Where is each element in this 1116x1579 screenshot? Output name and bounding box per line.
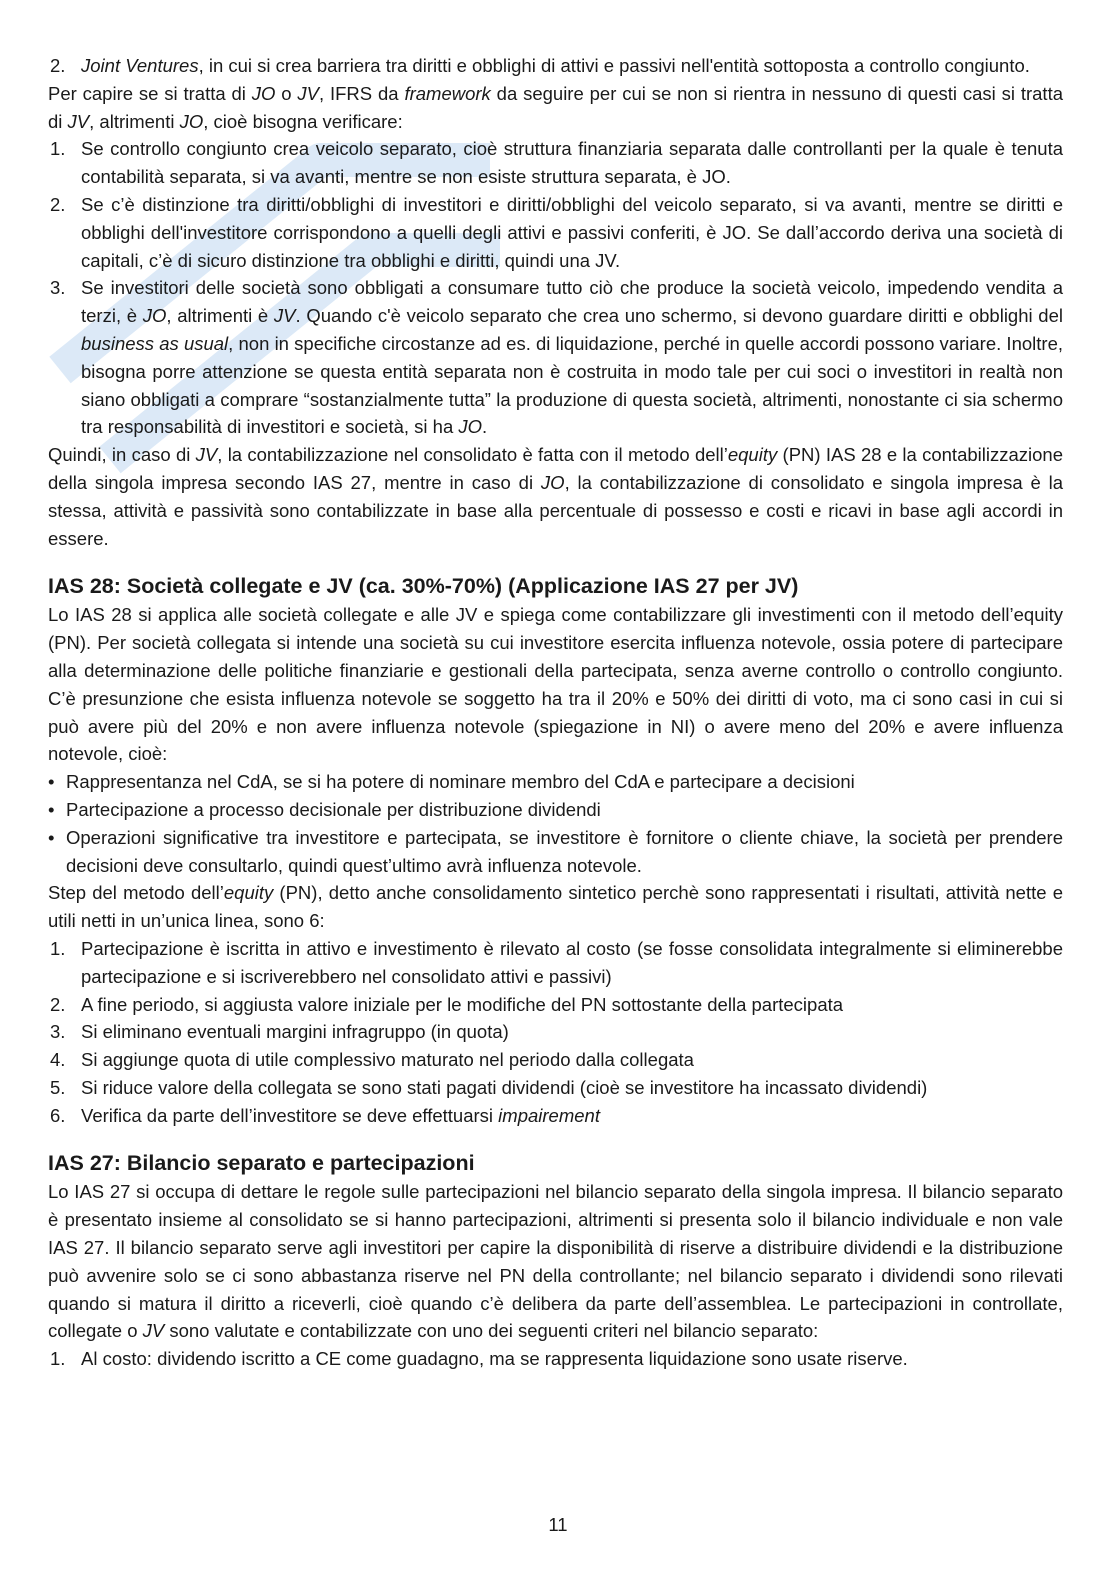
- text-run: , altrimenti: [89, 110, 180, 132]
- list-number: 1.: [50, 1348, 66, 1370]
- list-number: 1.: [50, 937, 66, 959]
- text-run: , la contabilizzazione di consolidato e singola impresa è la stessa, attività e passività sono contabilizzate in base alla percentuale di possesso e costi e ricavi in base agli accordi in essere.: [48, 471, 1064, 549]
- list-item: [48, 991, 1063, 1019]
- text-run: , la contabilizzazione nel consolidato è fatta con il metodo dell’: [217, 444, 728, 466]
- equity-steps-list: [48, 935, 1063, 1130]
- page-number: 11: [548, 1514, 568, 1535]
- italic-term: JO: [179, 110, 204, 132]
- bullet-icon: •: [48, 798, 55, 820]
- text-run: Verifica da parte dell’investitore se deve effettuarsi: [81, 1104, 499, 1126]
- list-item: [48, 1018, 1063, 1046]
- list-number: 3.: [50, 277, 66, 299]
- text-run: , non in specifiche circostanze ad es. di liquidazione, perché in quelle accordi possono variare. Inoltre, bisogna porre attenzione se questa entità separata non è costruita in modo tale per cui soci o investitori in realtà non siano obbligati a comprare “sostanzialmente tutta” la produzione di questa società, altrimenti, nonostante ci sia schermo tra responsabilità di investitori e società, si ha: [81, 332, 1063, 438]
- list-item: [48, 274, 1063, 441]
- text-run: Step del metodo dell’: [48, 882, 224, 904]
- bullet-item: [48, 796, 1063, 824]
- bullet-icon: •: [48, 826, 55, 848]
- document-page: [48, 52, 1063, 1373]
- italic-term: business as usual: [81, 332, 229, 354]
- text-run: Se investitori delle società sono obbligati a consumare tutto ciò che produce la società veicolo, impedendo vendita a terzi, è: [81, 277, 1063, 327]
- text-run: Se c’è distinzione tra diritti/obblighi di investitori e diritti/obblighi del veicolo separato, si va avanti, mentre se diritti e obblighi dell'investitore corrispondono a quelli degli attivi e passivi conferiti, è JO. Se dall’accordo deriva una società di capitali, c’è di sicuro distinzione tra obblighi e diritti, quindi una JV.: [81, 193, 1063, 271]
- text-run: Lo IAS 28 si applica alle società collegate e alle JV e spiega come contabilizzare gli investimenti con il metodo dell’equity (PN). Per società collegata si intende una società su cui investitore esercita influenza notevole, ossia potere di partecipare alla determinazione delle politiche finanziarie e gestionali della partecipata, senza averne controllo o controllo congiunto. C’è presunzione che esista influenza notevole se soggetto ha tra il 20% e 50% dei diritti di voto, ma ci sono casi in cui si può avere più del 20% e non avere influenza notevole (spiegazione in NI) o avere meno del 20% e avere influenza notevole, cioè:: [48, 604, 1063, 765]
- text-run: Si riduce valore della collegata se sono stati pagati dividendi (cioè se investitore ha incassato dividendi): [81, 1076, 928, 1098]
- paragraph-ias-27: [48, 1178, 1063, 1345]
- text-run: Partecipazione è iscritta in attivo e investimento è rilevato al costo (se fosse consolidata integralmente si eliminerebbe partecipazione e si iscriverebbero nel consolidato attivi e passivi): [81, 937, 1063, 987]
- italic-term: impairement: [498, 1104, 600, 1126]
- paragraph-accounting-summary: [48, 441, 1063, 552]
- list-number: 2.: [50, 993, 66, 1015]
- bullet-text: Partecipazione a processo decisionale per distribuzione dividendi: [66, 798, 601, 820]
- text-run: sono valutate e contabilizzate con uno dei seguenti criteri nel bilancio separato:: [164, 1320, 819, 1342]
- heading-ias-28: IAS 28: Società collegate e JV (ca. 30%-70%) (Applicazione IAS 27 per JV): [48, 574, 799, 599]
- text-run: Per capire se si tratta di: [48, 82, 252, 104]
- text-run: Si eliminano eventuali margini infragruppo (in quota): [81, 1021, 509, 1043]
- heading-ias-27: IAS 27: Bilancio separato e partecipazioni: [48, 1151, 475, 1176]
- list-number: 3.: [50, 1021, 66, 1043]
- list-item: [48, 191, 1063, 274]
- text-run: Al costo: dividendo iscritto a CE come guadagno, ma se rappresenta liquidazione sono usate riserve.: [81, 1348, 908, 1370]
- text-run: , cioè bisogna verificare:: [203, 110, 403, 132]
- influence-bullet-list: [48, 768, 1063, 879]
- text-run: , IFRS da: [319, 82, 405, 104]
- italic-term: JV: [273, 305, 296, 327]
- italic-term: JV: [142, 1320, 165, 1342]
- list-item: [48, 1074, 1063, 1102]
- text-run: (PN), detto anche consolidamento sintetico perchè sono rappresentati i risultati, attività nette e utili netti in un’unica linea, sono 6:: [48, 882, 1064, 932]
- italic-term: equity: [223, 882, 274, 904]
- bullet-text: Rappresentanza nel CdA, se si ha potere di nominare membro del CdA e partecipare a decisioni: [66, 771, 855, 793]
- text-run: . Quando c'è veicolo separato che crea uno schermo, si devono guardare diritti e obblighi del: [295, 305, 1063, 327]
- paragraph-jo-jv-criteria: [48, 80, 1063, 136]
- list-number: 5.: [50, 1076, 66, 1098]
- text-run: Quindi, in caso di: [48, 444, 196, 466]
- text-run: (PN) IAS 28 e la contabilizzazione della singola impresa secondo IAS 27, mentre in caso di: [48, 444, 1063, 493]
- italic-term: JO: [251, 82, 276, 104]
- text-run: Lo IAS 27 si occupa di dettare le regole sulle partecipazioni nel bilancio separato della singola impresa. Il bilancio separato è presentato insieme al consolidato se si hanno partecipazioni, altrimenti si presenta solo il bilancio individuale e non vale IAS 27. Il bilancio separato serve agli investitori per capire la disponibilità di riserve a distribuire dividendi e la distribuzione può avvenire solo se ci sono abbastanza riserve nel PN della controllante; nel bilancio separato i dividendi sono rilevati quando si matura il diritto a riceverli, cioè quando c’è delibera da parte dell’assemblea. Le partecipazioni in controllate, collegate o: [48, 1181, 1063, 1342]
- list-number: 1.: [50, 138, 66, 160]
- text-run: da seguire per cui se non si rientra in nessuno di questi casi si tratta di: [48, 82, 1063, 132]
- text-run: .: [482, 416, 488, 438]
- valuation-criteria-list: [48, 1345, 1063, 1373]
- italic-term: Joint Ventures: [81, 55, 199, 76]
- text-run: A fine periodo, si aggiusta valore iniziale per le modifiche del PN sottostante della partecipata: [81, 993, 844, 1015]
- intro-list: [48, 52, 1063, 80]
- paragraph-ias-28: [48, 601, 1063, 768]
- criteria-list: [48, 135, 1063, 441]
- list-number: 4.: [50, 1049, 66, 1071]
- bullet-item: [48, 824, 1063, 880]
- paragraph-equity-steps: [48, 879, 1063, 935]
- list-item: [48, 52, 1063, 80]
- list-item: [48, 935, 1063, 991]
- italic-term: JV: [297, 82, 319, 104]
- italic-term: equity: [727, 444, 778, 466]
- italic-term: framework: [404, 82, 491, 104]
- italic-term: JV: [67, 110, 90, 132]
- text-run: , in cui si crea barriera tra diritti e obblighi di attivi e passivi nell'entità sottoposta a controllo congiunto.: [198, 55, 1030, 76]
- italic-term: JO: [540, 471, 565, 493]
- list-item: [48, 135, 1063, 191]
- text-run: Si aggiunge quota di utile complessivo maturato nel periodo dalla collegata: [81, 1049, 694, 1071]
- list-number: 2.: [50, 193, 66, 215]
- text-run: o: [275, 82, 298, 104]
- list-item: [48, 1102, 1063, 1130]
- bullet-text: Operazioni significative tra investitore e partecipata, se investitore è fornitore o cliente chiave, la società per prendere decisioni deve consultarlo, quindi quest’ultimo avrà influenza notevole.: [66, 826, 1063, 876]
- italic-term: JO: [142, 305, 167, 327]
- bullet-icon: •: [48, 771, 55, 793]
- text-run: Se controllo congiunto crea veicolo separato, cioè struttura finanziaria separata dalle controllanti per la quale è tenuta contabilità separata, si va avanti, mentre se non esiste struttura separata, è JO.: [81, 138, 1063, 188]
- list-item: [48, 1046, 1063, 1074]
- list-number: 6.: [50, 1104, 66, 1126]
- italic-term: JV: [195, 444, 218, 466]
- list-number: 2.: [50, 55, 66, 76]
- italic-term: JO: [458, 416, 483, 438]
- list-item: [48, 1345, 1063, 1373]
- bullet-item: [48, 768, 1063, 796]
- text-run: , altrimenti è: [166, 305, 274, 327]
